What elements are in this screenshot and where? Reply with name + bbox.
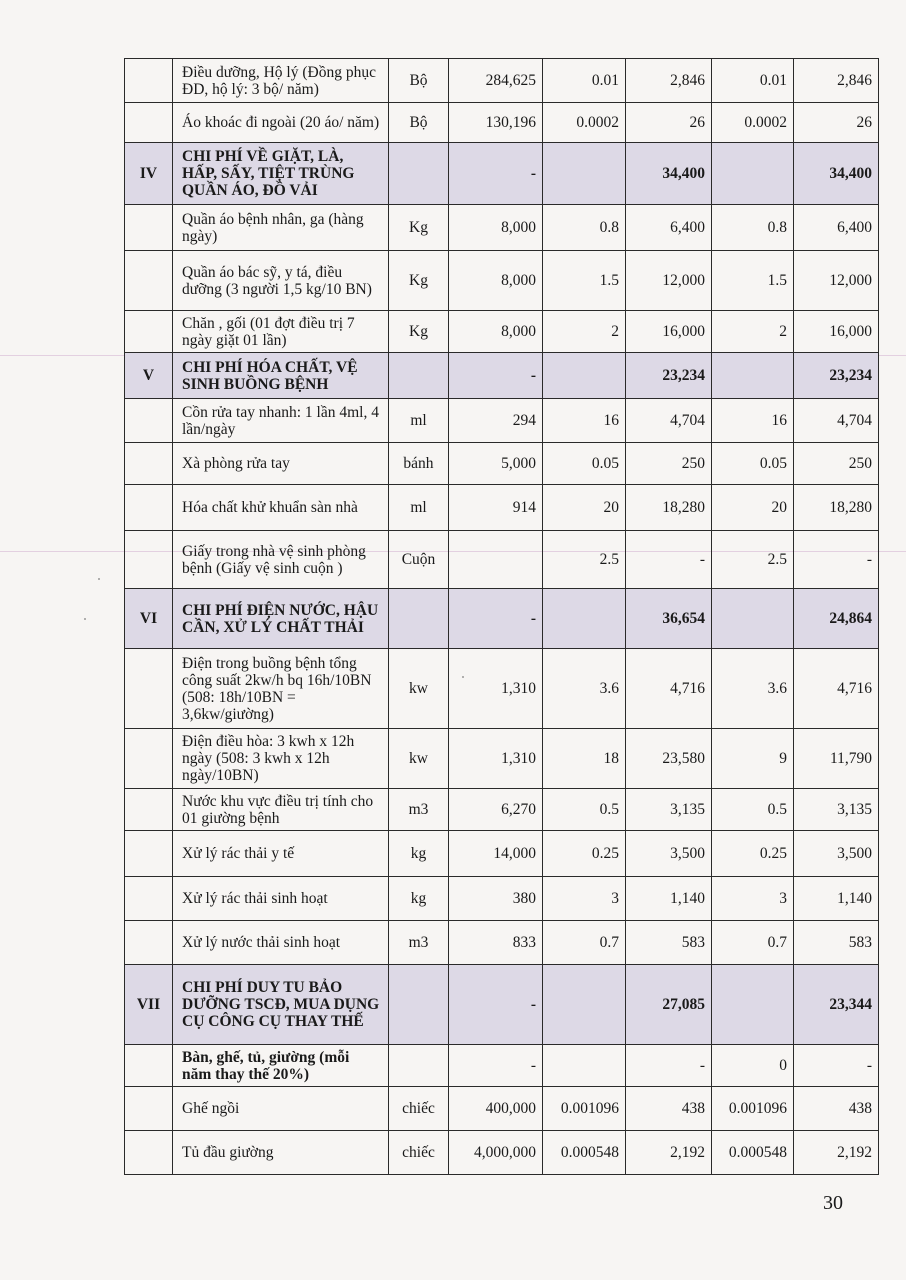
table-row (125, 59, 879, 103)
item-unit (389, 353, 449, 399)
unit-price: 130,196 (449, 103, 543, 143)
item-name: Xử lý nước thải sinh hoạt (173, 921, 389, 965)
quantity-1: 0.05 (543, 443, 626, 485)
cost-1: 250 (626, 443, 712, 485)
quantity-1: 0.0002 (543, 103, 626, 143)
unit-price: 5,000 (449, 443, 543, 485)
unit-price: 294 (449, 399, 543, 443)
table-row (125, 831, 879, 877)
cost-1: 4,704 (626, 399, 712, 443)
cost-2: - (794, 1045, 879, 1087)
item-name: Áo khoác đi ngoài (20 áo/ năm) (173, 103, 389, 143)
table-row (125, 789, 879, 831)
unit-price: 914 (449, 485, 543, 531)
quantity-2: 0.5 (712, 789, 794, 831)
quantity-2: 3.6 (712, 649, 794, 729)
cost-1: 583 (626, 921, 712, 965)
cost-1: 12,000 (626, 251, 712, 311)
unit-price: 284,625 (449, 59, 543, 103)
quantity-2: 3 (712, 877, 794, 921)
quantity-2: 2.5 (712, 531, 794, 589)
cost-1: 23,234 (626, 353, 712, 399)
cost-2: 4,716 (794, 649, 879, 729)
item-unit: chiếc (389, 1087, 449, 1131)
table-row (125, 399, 879, 443)
item-unit: ml (389, 485, 449, 531)
unit-price: 1,310 (449, 649, 543, 729)
cost-1: 438 (626, 1087, 712, 1131)
section-row (125, 353, 879, 399)
quantity-2: 0.01 (712, 59, 794, 103)
cost-1: 23,580 (626, 729, 712, 789)
row-index (125, 485, 173, 531)
unit-price (449, 531, 543, 589)
quantity-1 (543, 965, 626, 1045)
item-unit: kg (389, 877, 449, 921)
cost-2: 6,400 (794, 205, 879, 251)
cost-1: - (626, 531, 712, 589)
unit-price: 8,000 (449, 311, 543, 353)
quantity-2 (712, 143, 794, 205)
unit-price: - (449, 143, 543, 205)
cost-2: 34,400 (794, 143, 879, 205)
cost-2: 23,234 (794, 353, 879, 399)
row-index: VI (125, 589, 173, 649)
quantity-1 (543, 1045, 626, 1087)
quantity-1: 3.6 (543, 649, 626, 729)
item-name: Xà phòng rửa tay (173, 443, 389, 485)
item-unit (389, 589, 449, 649)
quantity-1: 0.001096 (543, 1087, 626, 1131)
item-name: CHI PHÍ HÓA CHẤT, VỆ SINH BUỒNG BỆNH (173, 353, 389, 399)
cost-1: 2,846 (626, 59, 712, 103)
quantity-1: 2.5 (543, 531, 626, 589)
row-index (125, 59, 173, 103)
cost-1: 1,140 (626, 877, 712, 921)
quantity-1: 0.01 (543, 59, 626, 103)
cost-table (124, 58, 879, 1175)
quantity-1: 0.8 (543, 205, 626, 251)
item-unit: Kg (389, 205, 449, 251)
table-row (125, 485, 879, 531)
item-name: Hóa chất khử khuẩn sàn nhà (173, 485, 389, 531)
table-row (125, 877, 879, 921)
quantity-2: 0.7 (712, 921, 794, 965)
quantity-1 (543, 589, 626, 649)
table-row (125, 251, 879, 311)
row-index: VII (125, 965, 173, 1045)
item-name: Quần áo bác sỹ, y tá, điều dưỡng (3 người 1,5 kg/10 BN) (173, 251, 389, 311)
row-index: IV (125, 143, 173, 205)
row-index (125, 649, 173, 729)
cost-1: 27,085 (626, 965, 712, 1045)
item-name: Điện điều hòa: 3 kwh x 12h ngày (508: 3 kwh x 12h ngày/10BN) (173, 729, 389, 789)
cost-2: 16,000 (794, 311, 879, 353)
item-unit: bánh (389, 443, 449, 485)
section-row (125, 143, 879, 205)
quantity-1 (543, 143, 626, 205)
cost-2: 438 (794, 1087, 879, 1131)
row-index (125, 311, 173, 353)
quantity-1: 2 (543, 311, 626, 353)
row-index (125, 729, 173, 789)
item-unit: Kg (389, 311, 449, 353)
row-index (125, 531, 173, 589)
cost-2: 3,135 (794, 789, 879, 831)
cost-2: 2,192 (794, 1131, 879, 1175)
cost-1: 26 (626, 103, 712, 143)
unit-price: - (449, 965, 543, 1045)
item-unit (389, 143, 449, 205)
item-unit: Cuộn (389, 531, 449, 589)
item-name: Nước khu vực điều trị tính cho 01 giường bệnh (173, 789, 389, 831)
cost-2: 1,140 (794, 877, 879, 921)
cost-2: 26 (794, 103, 879, 143)
quantity-2 (712, 353, 794, 399)
unit-price: 380 (449, 877, 543, 921)
quantity-2: 20 (712, 485, 794, 531)
unit-price: 14,000 (449, 831, 543, 877)
unit-price: 8,000 (449, 205, 543, 251)
cost-2: 2,846 (794, 59, 879, 103)
item-unit: ml (389, 399, 449, 443)
item-unit: Bộ (389, 59, 449, 103)
item-name: Chăn , gối (01 đợt điều trị 7 ngày giặt 01 lần) (173, 311, 389, 353)
cost-2: 18,280 (794, 485, 879, 531)
item-name: Quần áo bệnh nhân, ga (hàng ngày) (173, 205, 389, 251)
item-name: Điện trong buồng bệnh tổng công suất 2kw/h bq 16h/10BN (508: 18h/10BN = 3,6kw/giường) (173, 649, 389, 729)
row-index (125, 251, 173, 311)
cost-1: 3,500 (626, 831, 712, 877)
cost-2: - (794, 531, 879, 589)
scan-speck (84, 618, 86, 620)
quantity-2: 0.05 (712, 443, 794, 485)
quantity-2: 0.0002 (712, 103, 794, 143)
item-name: Xử lý rác thải sinh hoạt (173, 877, 389, 921)
quantity-2: 16 (712, 399, 794, 443)
quantity-1: 16 (543, 399, 626, 443)
unit-price: - (449, 589, 543, 649)
cost-2: 11,790 (794, 729, 879, 789)
item-name: CHI PHÍ VỀ GIẶT, LÀ, HẤP, SẤY, TIỆT TRÙNG QUẦN ÁO, ĐỒ VẢI (173, 143, 389, 205)
quantity-1: 1.5 (543, 251, 626, 311)
row-index (125, 399, 173, 443)
table-row (125, 1087, 879, 1131)
item-unit: kg (389, 831, 449, 877)
quantity-2: 0.000548 (712, 1131, 794, 1175)
cost-1: 2,192 (626, 1131, 712, 1175)
table-row (125, 531, 879, 589)
row-index (125, 443, 173, 485)
row-index (125, 831, 173, 877)
page-number: 30 (823, 1192, 843, 1214)
row-index (125, 877, 173, 921)
item-name: CHI PHÍ DUY TU BẢO DƯỠNG TSCĐ, MUA DỤNG CỤ CÔNG CỤ THAY THẾ (173, 965, 389, 1045)
row-index (125, 921, 173, 965)
unit-price: 400,000 (449, 1087, 543, 1131)
row-index (125, 103, 173, 143)
cost-2: 250 (794, 443, 879, 485)
cost-2: 583 (794, 921, 879, 965)
item-unit: kw (389, 729, 449, 789)
cost-1: 3,135 (626, 789, 712, 831)
quantity-2: 0.001096 (712, 1087, 794, 1131)
quantity-1: 0.25 (543, 831, 626, 877)
cost-2: 4,704 (794, 399, 879, 443)
cost-2: 3,500 (794, 831, 879, 877)
unit-price: - (449, 1045, 543, 1087)
item-unit: m3 (389, 921, 449, 965)
quantity-2: 0.8 (712, 205, 794, 251)
item-name: CHI PHÍ ĐIỆN NƯỚC, HẬU CẦN, XỬ LÝ CHẤT THẢI (173, 589, 389, 649)
table-row (125, 1131, 879, 1175)
cost-1: 16,000 (626, 311, 712, 353)
row-index: V (125, 353, 173, 399)
quantity-2: 1.5 (712, 251, 794, 311)
item-unit: m3 (389, 789, 449, 831)
cost-1: 18,280 (626, 485, 712, 531)
unit-price: 1,310 (449, 729, 543, 789)
quantity-2: 0.25 (712, 831, 794, 877)
cost-1: 6,400 (626, 205, 712, 251)
table-row (125, 649, 879, 729)
cost-1: 34,400 (626, 143, 712, 205)
cost-1: 36,654 (626, 589, 712, 649)
unit-price: - (449, 353, 543, 399)
table-row (125, 921, 879, 965)
row-index (125, 1045, 173, 1087)
item-name: Ghế ngồi (173, 1087, 389, 1131)
item-unit: Kg (389, 251, 449, 311)
section-row (125, 965, 879, 1045)
table-row (125, 311, 879, 353)
quantity-1: 3 (543, 877, 626, 921)
item-unit: kw (389, 649, 449, 729)
row-index (125, 789, 173, 831)
quantity-2: 0 (712, 1045, 794, 1087)
quantity-2: 9 (712, 729, 794, 789)
row-index (125, 1131, 173, 1175)
row-index (125, 1087, 173, 1131)
unit-price: 6,270 (449, 789, 543, 831)
quantity-1: 0.000548 (543, 1131, 626, 1175)
quantity-2 (712, 965, 794, 1045)
item-unit (389, 1045, 449, 1087)
cost-2: 12,000 (794, 251, 879, 311)
table-row (125, 205, 879, 251)
item-unit: chiếc (389, 1131, 449, 1175)
table-row (125, 729, 879, 789)
item-name: Tủ đầu giường (173, 1131, 389, 1175)
item-name: Xử lý rác thải y tế (173, 831, 389, 877)
table-row (125, 1045, 879, 1087)
quantity-1: 20 (543, 485, 626, 531)
quantity-2 (712, 589, 794, 649)
quantity-1 (543, 353, 626, 399)
section-row (125, 589, 879, 649)
cost-2: 23,344 (794, 965, 879, 1045)
item-unit (389, 965, 449, 1045)
unit-price: 4,000,000 (449, 1131, 543, 1175)
table-row (125, 103, 879, 143)
item-name: Bàn, ghế, tủ, giường (mỗi năm thay thế 20%) (173, 1045, 389, 1087)
cost-1: - (626, 1045, 712, 1087)
item-name: Điều dưỡng, Hộ lý (Đồng phục ĐD, hộ lý: 3 bộ/ năm) (173, 59, 389, 103)
cost-1: 4,716 (626, 649, 712, 729)
cost-2: 24,864 (794, 589, 879, 649)
row-index (125, 205, 173, 251)
quantity-1: 18 (543, 729, 626, 789)
item-name: Cồn rửa tay nhanh: 1 lần 4ml, 4 lần/ngày (173, 399, 389, 443)
unit-price: 8,000 (449, 251, 543, 311)
quantity-1: 0.5 (543, 789, 626, 831)
item-unit: Bộ (389, 103, 449, 143)
quantity-1: 0.7 (543, 921, 626, 965)
item-name: Giấy trong nhà vệ sinh phòng bệnh (Giấy vệ sinh cuộn ) (173, 531, 389, 589)
quantity-2: 2 (712, 311, 794, 353)
scan-speck (98, 578, 100, 580)
table-row (125, 443, 879, 485)
unit-price: 833 (449, 921, 543, 965)
